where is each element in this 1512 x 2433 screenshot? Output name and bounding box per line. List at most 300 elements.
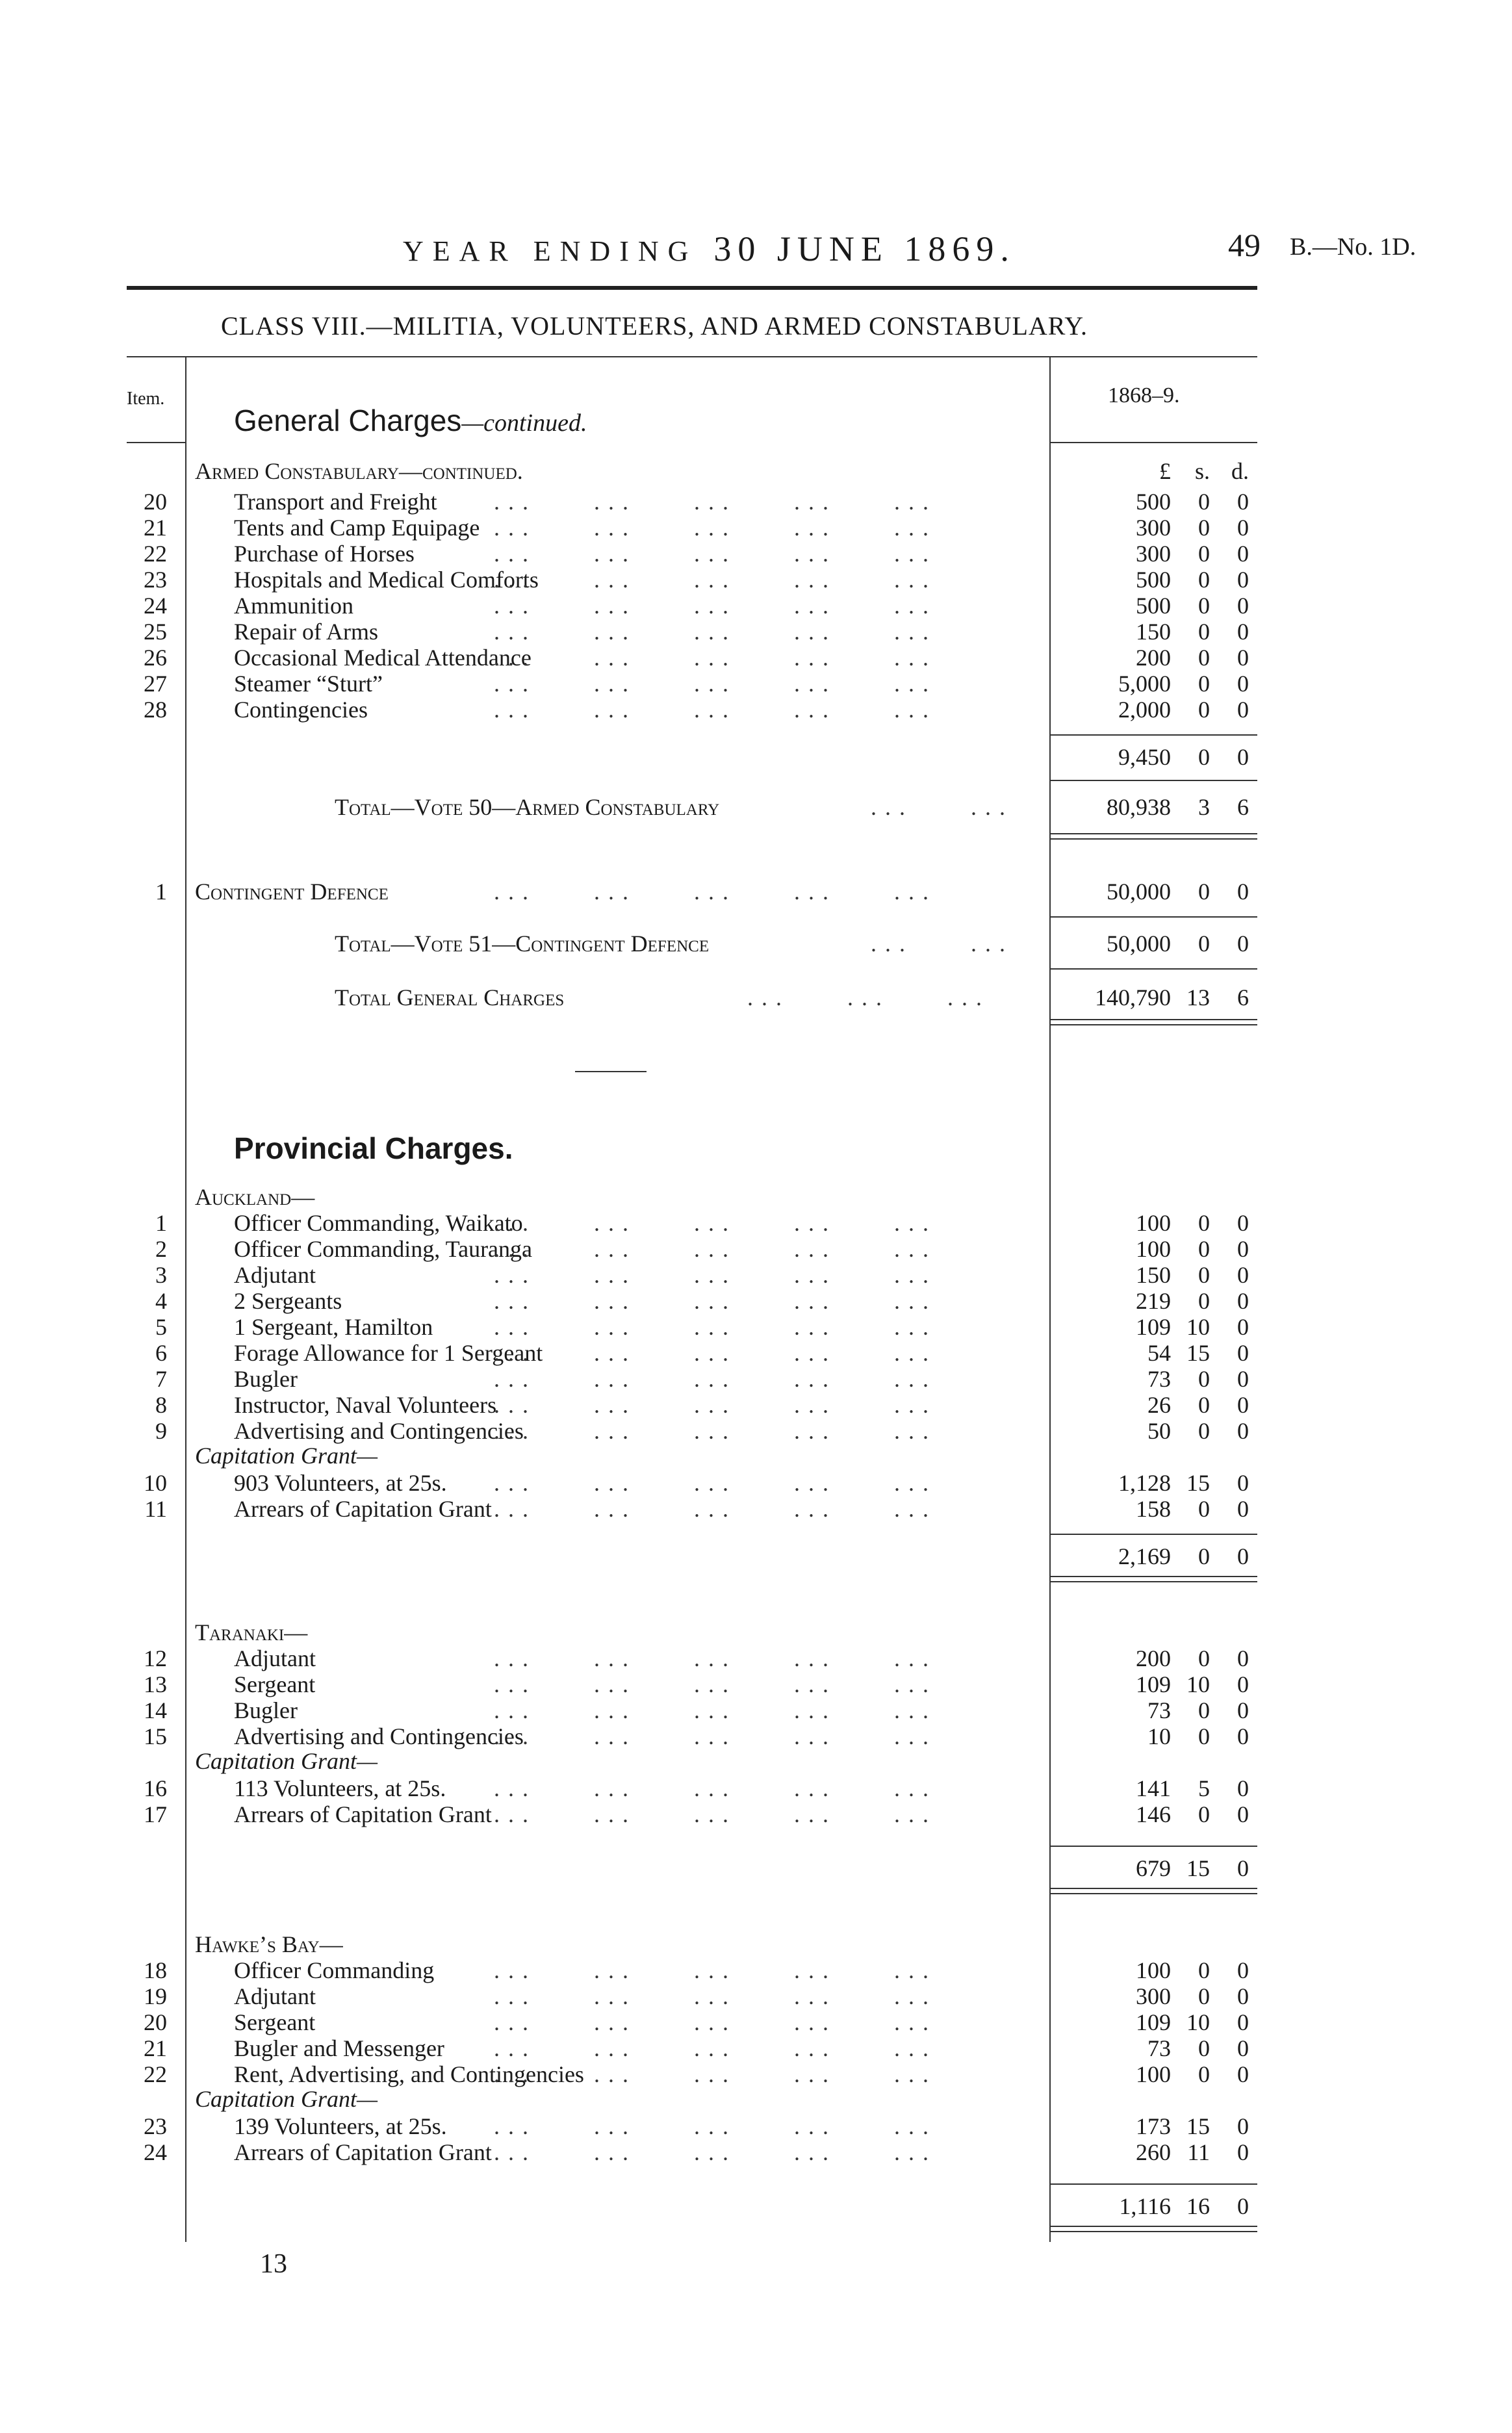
line-item-row (0, 1392, 1512, 1418)
item-label: Sergeant (234, 1671, 316, 1697)
line-item-row (0, 2139, 1512, 2165)
item-number: 11 (144, 1496, 167, 1522)
total-vote-51-row (0, 931, 1512, 957)
leader-dots: . . . . . . . . . . . . . . . (494, 697, 930, 723)
item-label: Forage Allowance for 1 Sergeant (234, 1340, 543, 1366)
amount-pounds: 109 (1136, 1671, 1171, 1697)
item-label: Arrears of Capitation Grant (234, 1801, 492, 1827)
contingent-defence-row (0, 879, 1512, 905)
item-label: Rent, Advertising, and Contingencies (234, 2061, 584, 2087)
section-separator (575, 1071, 647, 1072)
line-item-row (0, 1288, 1512, 1314)
amount-pence: 0 (1237, 489, 1249, 515)
amount-shillings: 11 (1187, 2139, 1210, 2165)
line-item-row (0, 1314, 1512, 1340)
amount-pence: 0 (1237, 2061, 1249, 2087)
line-item-row (0, 1496, 1512, 1522)
item-number: 27 (144, 671, 167, 697)
amount-pence: 0 (1237, 1957, 1249, 1983)
leader-dots: . . . . . . . . . . . . . . . (494, 879, 930, 905)
province-heading-taranaki (0, 1619, 1512, 1645)
leader-dots: . . . . . . . . . . . . . . . (494, 2061, 930, 2087)
amount-shillings: 0 (1198, 489, 1210, 515)
item-number: 17 (144, 1801, 167, 1827)
item-number: 4 (155, 1288, 167, 1314)
leader-dots: . . . . . . . . . . . . . . . (494, 645, 930, 671)
leader-dots: . . . . . . . . . . . . . . . (494, 1801, 930, 1827)
leader-dots: . . . . . . . . . . . . . . . (494, 1288, 930, 1314)
amount-pounds: 300 (1136, 515, 1171, 541)
item-label: Adjutant (234, 1262, 316, 1288)
leader-dots: . . . . . . (871, 794, 1006, 820)
item-number: 1 (155, 1210, 167, 1236)
amount-pounds: 150 (1136, 1262, 1171, 1288)
amount-pounds: 1,128 (1118, 1470, 1171, 1496)
subtotal-shillings: 15 (1186, 1855, 1210, 1881)
leader-dots: . . . . . . . . . . . . . . . (494, 1366, 930, 1392)
leader-dots: . . . . . . . . . . . . . . . (494, 1671, 930, 1697)
amount-pence: 0 (1237, 1366, 1249, 1392)
amount-pounds: 54 (1147, 1340, 1171, 1366)
subtotal-pence: 0 (1237, 1543, 1249, 1569)
amount-shillings: 0 (1198, 1210, 1210, 1236)
amount-pence: 0 (1237, 645, 1249, 671)
item-number: 3 (155, 1262, 167, 1288)
line-item-row (0, 515, 1512, 541)
amount-pence: 0 (1237, 1697, 1249, 1723)
amount-pounds: 500 (1136, 593, 1171, 619)
item-label: Occasional Medical Attendance (234, 645, 532, 671)
amount-shillings: 15 (1186, 2113, 1210, 2139)
item-label: Arrears of Capitation Grant (234, 1496, 492, 1522)
capitation-grant-heading-text: Capitation Grant— (195, 1748, 378, 1774)
subtotal-row-hawkes-bay (0, 2193, 1512, 2219)
item-column-header: Item. (127, 389, 165, 409)
amount-shillings: 0 (1198, 1801, 1210, 1827)
item-number: 21 (144, 2035, 167, 2061)
amount-pounds: 2,000 (1118, 697, 1171, 723)
leader-dots: . . . . . . . . . . . . . . . (494, 1418, 930, 1444)
subtotal-lower-rule (1049, 780, 1257, 781)
leader-dots: . . . . . . . . . . . . . . . (494, 1470, 930, 1496)
leader-dots: . . . . . . . . . . . . . . . (494, 1496, 930, 1522)
leader-dots: . . . . . . . . . . . . . . . (494, 1340, 930, 1366)
leader-dots: . . . . . . . . . . . . . . . (494, 567, 930, 593)
pence-header: d. (1231, 458, 1249, 484)
table-top-rule (127, 356, 1257, 357)
amount-pounds: 73 (1147, 1697, 1171, 1723)
total-general-pounds: 140,790 (1095, 985, 1171, 1011)
amount-pounds: 300 (1136, 1983, 1171, 2009)
amount-shillings: 0 (1198, 2035, 1210, 2061)
line-item-row (0, 645, 1512, 671)
amount-pounds: 146 (1136, 1801, 1171, 1827)
subtotal-rule (1049, 1534, 1257, 1535)
leader-dots: . . . . . . . . . . . . . . . (494, 2139, 930, 2165)
amount-pence: 0 (1237, 697, 1249, 723)
item-number: 23 (144, 567, 167, 593)
amount-pounds: 26 (1147, 1392, 1171, 1418)
item-label: Contingencies (234, 697, 368, 723)
amount-shillings: 0 (1198, 1983, 1210, 2009)
line-item-row (0, 567, 1512, 593)
amount-pounds: 173 (1136, 2113, 1171, 2139)
amount-shillings: 0 (1198, 567, 1210, 593)
amount-pounds: 100 (1136, 1957, 1171, 1983)
leader-dots: . . . . . . . . . . . . . . . (494, 1697, 930, 1723)
amount-shillings: 0 (1198, 1262, 1210, 1288)
armed-constabulary-subheading: Armed Constabulary—continued. (195, 458, 523, 484)
subtotal-pence: 0 (1237, 2193, 1249, 2219)
amount-shillings: 0 (1198, 671, 1210, 697)
leader-dots: . . . . . . . . . . . . . . . (494, 619, 930, 645)
item-label: 139 Volunteers, at 25s. (234, 2113, 447, 2139)
rule (1049, 968, 1257, 970)
total-general-shillings: 13 (1186, 985, 1210, 1011)
leader-dots: . . . . . . . . . . . . . . . (494, 515, 930, 541)
item-number: 20 (144, 2009, 167, 2035)
amount-pence: 0 (1237, 515, 1249, 541)
amount-pounds: 141 (1136, 1775, 1171, 1801)
subtotal-rule (1049, 734, 1257, 736)
subtotal-shillings: 0 (1198, 1543, 1210, 1569)
item-label: Advertising and Contingencies (234, 1418, 524, 1444)
line-item-row (0, 1645, 1512, 1671)
amount-pounds: 5,000 (1118, 671, 1171, 697)
shillings-header: s. (1194, 458, 1210, 484)
contingent-pounds: 50,000 (1107, 879, 1171, 905)
total-general-charges-row (0, 985, 1512, 1011)
capitation-grant-heading (0, 1748, 1512, 1774)
line-item-row (0, 1366, 1512, 1392)
item-label: Hospitals and Medical Comforts (234, 567, 539, 593)
item-number: 14 (144, 1697, 167, 1723)
amount-pounds: 10 (1147, 1723, 1171, 1749)
item-label: Bugler (234, 1697, 298, 1723)
line-item-row (0, 697, 1512, 723)
header-title (403, 229, 1016, 269)
capitation-grant-heading (0, 1443, 1512, 1469)
line-item-row (0, 1983, 1512, 2009)
contingent-pence: 0 (1237, 879, 1249, 905)
leader-dots: . . . . . . . . . . . . . . . (494, 671, 930, 697)
amount-shillings: 0 (1198, 1723, 1210, 1749)
double-rule (1049, 833, 1257, 840)
subtotal-pounds: 1,116 (1119, 2193, 1171, 2219)
subtotal-shillings: 16 (1186, 2193, 1210, 2219)
amount-pounds: 300 (1136, 541, 1171, 567)
item-number: 12 (144, 1645, 167, 1671)
contingent-shillings: 0 (1198, 879, 1210, 905)
line-item-row (0, 1697, 1512, 1723)
subtotal-row-taranaki (0, 1855, 1512, 1881)
amount-pounds: 100 (1136, 1236, 1171, 1262)
amount-shillings: 0 (1198, 541, 1210, 567)
amount-shillings: 0 (1198, 1496, 1210, 1522)
subtotal-pounds: 9,450 (1118, 744, 1171, 770)
item-number: 5 (155, 1314, 167, 1340)
amount-pence: 0 (1237, 567, 1249, 593)
item-number: 21 (144, 515, 167, 541)
amount-pence: 0 (1237, 1801, 1249, 1827)
line-item-row (0, 2061, 1512, 2087)
item-label: Instructor, Naval Volunteers (234, 1392, 497, 1418)
line-item-row (0, 2113, 1512, 2139)
total-vote-51-shillings: 0 (1198, 931, 1210, 957)
item-number: 20 (144, 489, 167, 515)
subtotal-row-auckland (0, 1543, 1512, 1569)
amount-pounds: 100 (1136, 2061, 1171, 2087)
amount-pounds: 150 (1136, 619, 1171, 645)
contingent-defence-label: Contingent Defence (195, 879, 389, 905)
header-title-date: 30 JUNE 1869. (713, 229, 1016, 268)
total-vote-51-label: Total—Vote 51—Contingent Defence (335, 931, 710, 957)
capitation-grant-heading-text: Capitation Grant— (195, 2086, 378, 2112)
armed-constabulary-subtotal-row (0, 744, 1512, 770)
line-item-row (0, 2035, 1512, 2061)
item-number: 23 (144, 2113, 167, 2139)
item-number: 24 (144, 2139, 167, 2165)
line-item-row (0, 541, 1512, 567)
amount-pence: 0 (1237, 1671, 1249, 1697)
amount-shillings: 0 (1198, 1288, 1210, 1314)
leader-dots: . . . . . . . . . . . . . . . (494, 593, 930, 619)
leader-dots: . . . . . . (871, 931, 1006, 957)
line-item-row (0, 1236, 1512, 1262)
amount-shillings: 0 (1198, 1957, 1210, 1983)
amount-pence: 0 (1237, 1262, 1249, 1288)
leader-dots: . . . . . . . . . . . . . . . (494, 1210, 930, 1236)
subtotal-pounds: 679 (1136, 1855, 1171, 1881)
item-label: Officer Commanding, Waikato (234, 1210, 523, 1236)
subtotal-pounds: 2,169 (1118, 1543, 1171, 1569)
amount-shillings: 0 (1198, 593, 1210, 619)
amount-pence: 0 (1237, 1340, 1249, 1366)
item-label: Bugler and Messenger (234, 2035, 444, 2061)
item-number: 1 (155, 879, 167, 905)
item-number: 15 (144, 1723, 167, 1749)
amount-pence: 0 (1237, 671, 1249, 697)
province-heading-hawkes-bay-text: Hawke’s Bay— (195, 1931, 343, 1957)
year-column-header: 1868–9. (1108, 383, 1180, 407)
amount-shillings: 0 (1198, 619, 1210, 645)
leader-dots: . . . . . . . . . . . . . . . (494, 541, 930, 567)
total-vote-50-label: Total—Vote 50—Armed Constabulary (335, 794, 720, 820)
item-number: 16 (144, 1775, 167, 1801)
double-rule (1049, 1019, 1257, 1025)
province-heading-hawkes-bay (0, 1931, 1512, 1957)
subtotal-shillings: 0 (1198, 744, 1210, 770)
amount-pounds: 73 (1147, 2035, 1171, 2061)
pounds-header: £ (1159, 458, 1171, 484)
total-vote-50-pence: 6 (1237, 794, 1249, 820)
page-number: 49 (1228, 227, 1261, 263)
province-heading-taranaki-text: Taranaki— (195, 1619, 308, 1645)
amount-pounds: 50 (1147, 1418, 1171, 1444)
amount-shillings: 0 (1198, 2061, 1210, 2087)
amount-pence: 0 (1237, 2035, 1249, 2061)
capitation-grant-heading-text: Capitation Grant— (195, 1443, 378, 1469)
leader-dots: . . . . . . . . . (747, 985, 983, 1011)
leader-dots: . . . . . . . . . . . . . . . (494, 1314, 930, 1340)
amount-pence: 0 (1237, 1418, 1249, 1444)
item-number: 22 (144, 541, 167, 567)
leader-dots: . . . . . . . . . . . . . . . (494, 1983, 930, 2009)
header-title-text: YEAR ENDING (403, 235, 698, 267)
item-label: Arrears of Capitation Grant (234, 2139, 492, 2165)
amount-pounds: 73 (1147, 1366, 1171, 1392)
amount-pence: 0 (1237, 1723, 1249, 1749)
amount-pence: 0 (1237, 1236, 1249, 1262)
item-number: 6 (155, 1340, 167, 1366)
amount-pence: 0 (1237, 2009, 1249, 2035)
line-item-row (0, 2009, 1512, 2035)
amount-shillings: 10 (1186, 2009, 1210, 2035)
line-item-row (0, 1723, 1512, 1749)
amount-pence: 0 (1237, 1210, 1249, 1236)
provincial-charges-heading: Provincial Charges. (234, 1131, 513, 1165)
amount-pounds: 158 (1136, 1496, 1171, 1522)
amount-shillings: 0 (1198, 1392, 1210, 1418)
header-rule (127, 286, 1257, 290)
amount-pence: 0 (1237, 1775, 1249, 1801)
leader-dots: . . . . . . . . . . . . . . . (494, 1775, 930, 1801)
item-label: 1 Sergeant, Hamilton (234, 1314, 433, 1340)
amount-shillings: 10 (1186, 1314, 1210, 1340)
amount-shillings: 5 (1198, 1775, 1210, 1801)
leader-dots: . . . . . . . . . . . . . . . (494, 1392, 930, 1418)
leader-dots: . . . . . . . . . . . . . . . (494, 2035, 930, 2061)
amount-shillings: 0 (1198, 697, 1210, 723)
province-heading-auckland (0, 1184, 1512, 1210)
leader-dots: . . . . . . . . . . . . . . . (494, 1957, 930, 1983)
subtotal-pence: 0 (1237, 744, 1249, 770)
item-label: Ammunition (234, 593, 354, 619)
item-number: 8 (155, 1392, 167, 1418)
total-general-pence: 6 (1237, 985, 1249, 1011)
item-label: Officer Commanding (234, 1957, 435, 1983)
item-label: 113 Volunteers, at 25s. (234, 1775, 446, 1801)
amount-pence: 0 (1237, 2113, 1249, 2139)
amount-pounds: 200 (1136, 645, 1171, 671)
line-item-row (0, 1470, 1512, 1496)
amount-shillings: 0 (1198, 645, 1210, 671)
total-general-charges-label: Total General Charges (335, 985, 565, 1011)
item-number: 24 (144, 593, 167, 619)
item-number: 18 (144, 1957, 167, 1983)
item-number: 7 (155, 1366, 167, 1392)
amount-shillings: 10 (1186, 1671, 1210, 1697)
leader-dots: . . . . . . . . . . . . . . . (494, 1645, 930, 1671)
amount-pounds: 200 (1136, 1645, 1171, 1671)
line-item-row (0, 1262, 1512, 1288)
amount-pence: 0 (1237, 1314, 1249, 1340)
line-item-row (0, 619, 1512, 645)
amount-pounds: 109 (1136, 1314, 1171, 1340)
amount-shillings: 15 (1186, 1340, 1210, 1366)
subtotal-pence: 0 (1237, 1855, 1249, 1881)
amount-pounds: 109 (1136, 2009, 1171, 2035)
line-item-row (0, 1957, 1512, 1983)
amount-pounds: 260 (1136, 2139, 1171, 2165)
capitation-grant-heading (0, 2086, 1512, 2112)
amount-pounds: 100 (1136, 1210, 1171, 1236)
amount-pounds: 500 (1136, 489, 1171, 515)
amount-pence: 0 (1237, 619, 1249, 645)
amount-shillings: 0 (1198, 515, 1210, 541)
total-vote-50-shillings: 3 (1198, 794, 1210, 820)
amount-shillings: 0 (1198, 1366, 1210, 1392)
amount-pounds: 219 (1136, 1288, 1171, 1314)
document-reference: B.—No. 1D. (1290, 233, 1416, 261)
item-label: 903 Volunteers, at 25s. (234, 1470, 447, 1496)
item-number: 28 (144, 697, 167, 723)
leader-dots: . . . . . . . . . . . . . . . (494, 489, 930, 515)
item-label: Repair of Arms (234, 619, 378, 645)
item-label: Purchase of Horses (234, 541, 415, 567)
amount-shillings: 0 (1198, 1236, 1210, 1262)
line-item-row (0, 593, 1512, 619)
double-rule (1049, 1576, 1257, 1582)
item-label: Adjutant (234, 1645, 316, 1671)
amount-pence: 0 (1237, 2139, 1249, 2165)
leader-dots: . . . . . . . . . . . . . . . (494, 2009, 930, 2035)
amount-shillings: 15 (1186, 1470, 1210, 1496)
amount-shillings: 0 (1198, 1645, 1210, 1671)
item-label: Advertising and Contingencies (234, 1723, 524, 1749)
line-item-row (0, 1210, 1512, 1236)
leader-dots: . . . . . . . . . . . . . . . (494, 2113, 930, 2139)
amount-shillings: 0 (1198, 1697, 1210, 1723)
amount-pence: 0 (1237, 541, 1249, 567)
total-vote-50-row (0, 794, 1512, 820)
rule (1049, 916, 1257, 918)
item-label: Sergeant (234, 2009, 316, 2035)
line-item-row (0, 1775, 1512, 1801)
total-vote-51-pounds: 50,000 (1107, 931, 1171, 957)
item-label: Steamer “Sturt” (234, 671, 383, 697)
item-number: 10 (144, 1470, 167, 1496)
general-heading-suffix: —continued. (461, 409, 587, 437)
subtotal-rule (1049, 1846, 1257, 1847)
item-label: Tents and Camp Equipage (234, 515, 480, 541)
line-item-row (0, 1340, 1512, 1366)
year-header-rule (1049, 442, 1257, 443)
line-item-row (0, 1801, 1512, 1827)
line-item-row (0, 1671, 1512, 1697)
currency-header-row (0, 458, 1512, 484)
class-title: CLASS VIII.—MILITIA, VOLUNTEERS, AND ARMED CONSTABULARY. (221, 311, 1088, 341)
item-label: Officer Commanding, Tauranga (234, 1236, 533, 1262)
general-charges-heading (234, 403, 587, 438)
amount-pence: 0 (1237, 1496, 1249, 1522)
amount-pence: 0 (1237, 593, 1249, 619)
total-vote-51-pence: 0 (1237, 931, 1249, 957)
item-label: Bugler (234, 1366, 298, 1392)
line-item-row (0, 671, 1512, 697)
item-header-rule (127, 442, 185, 443)
subtotal-rule (1049, 2183, 1257, 2185)
running-header (0, 229, 1512, 268)
amount-pence: 0 (1237, 1288, 1249, 1314)
item-number: 2 (155, 1236, 167, 1262)
item-number: 22 (144, 2061, 167, 2087)
amount-pence: 0 (1237, 1470, 1249, 1496)
line-item-row (0, 489, 1512, 515)
amount-pence: 0 (1237, 1983, 1249, 2009)
leader-dots: . . . . . . . . . . . . . . . (494, 1723, 930, 1749)
item-label: Transport and Freight (234, 489, 437, 515)
